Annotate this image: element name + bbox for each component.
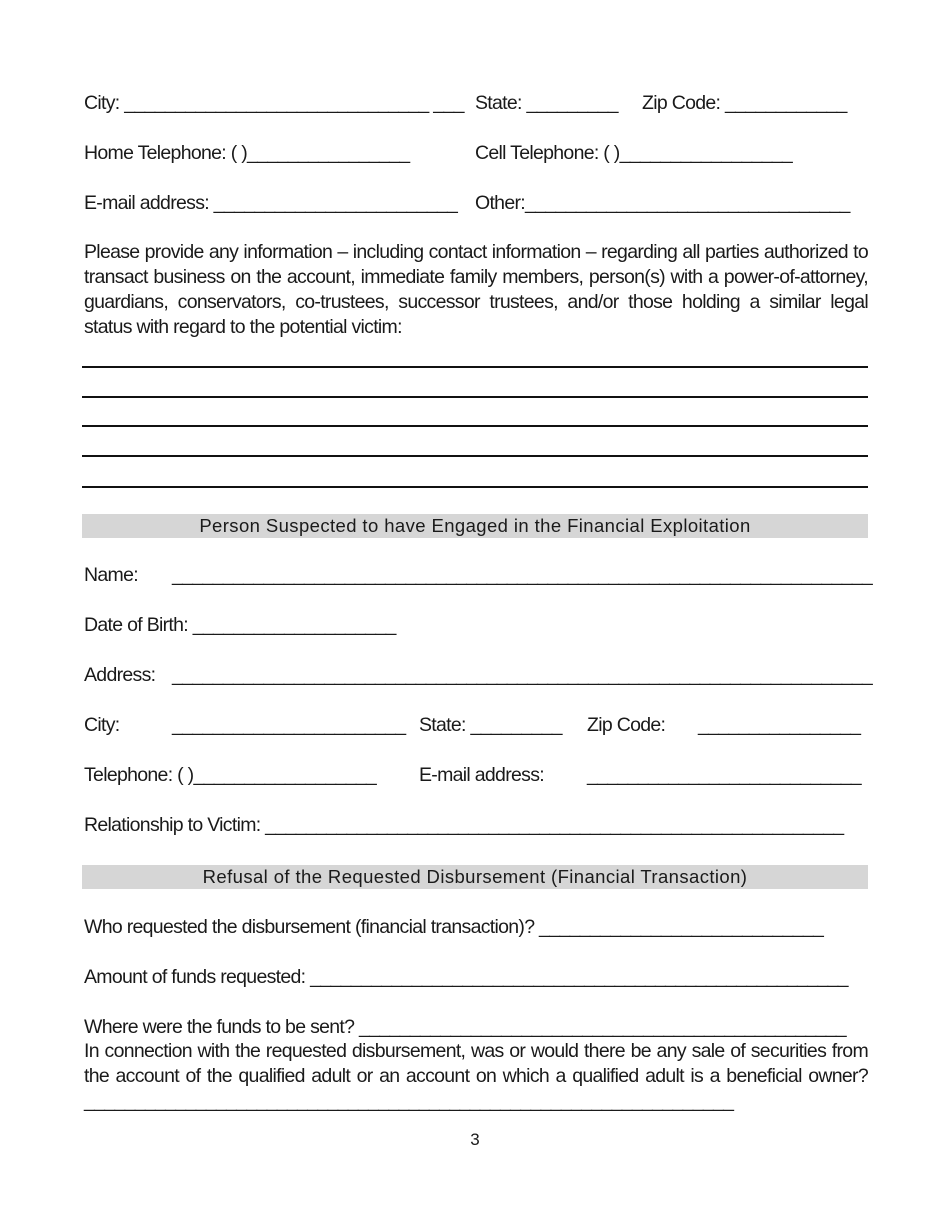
state-field[interactable]: State: _________ bbox=[475, 92, 618, 114]
cell-telephone-field[interactable]: Cell Telephone: ( )_________________ bbox=[475, 142, 793, 164]
suspect-address-field[interactable]: _____________________________________________________________________ bbox=[172, 664, 873, 686]
suspect-name-label: Name: bbox=[84, 564, 138, 586]
suspect-email-field[interactable]: ___________________________ bbox=[587, 764, 861, 786]
refusal-section-heading: Refusal of the Requested Disbursement (Financial Transaction) bbox=[82, 865, 868, 889]
answer-line[interactable] bbox=[82, 486, 868, 488]
parties-instructions: Please provide any information – including contact information – regarding all parties authorized to transact business on the account, immediate family members, person(s) with a power-of-attorney, guardians, conservators, co-trustees, successor trustees, and/or those holding a similar legal status with regard to the potential victim: bbox=[84, 241, 868, 338]
suspect-zip-field[interactable]: ________________ bbox=[698, 714, 861, 736]
home-telephone-field[interactable]: Home Telephone: ( )________________ bbox=[84, 142, 410, 164]
suspect-dob-field[interactable]: Date of Birth: ____________________ bbox=[84, 614, 396, 636]
suspect-city-field[interactable]: _______________________ bbox=[172, 714, 406, 736]
answer-line[interactable] bbox=[82, 366, 868, 368]
suspect-section-heading: Person Suspected to have Engaged in the Financial Exploitation bbox=[82, 514, 868, 538]
suspect-name-field[interactable]: _____________________________________________________________________ bbox=[172, 564, 873, 586]
answer-line[interactable] bbox=[82, 455, 868, 457]
email-field[interactable]: E-mail address: ________________________ bbox=[84, 192, 458, 214]
suspect-zip-label: Zip Code: bbox=[587, 714, 666, 736]
city-field[interactable]: City: ______________________________ ___ bbox=[84, 92, 464, 114]
funds-destination-field[interactable]: Where were the funds to be sent? ________________________________________________ bbox=[84, 1016, 846, 1038]
suspect-email-label: E-mail address: bbox=[419, 764, 544, 786]
amount-requested-field[interactable]: Amount of funds requested: _____________________________________________________ bbox=[84, 966, 848, 988]
who-requested-field[interactable]: Who requested the disbursement (financial transaction)? ____________________________ bbox=[84, 916, 824, 938]
answer-line[interactable] bbox=[82, 396, 868, 398]
suspect-address-label: Address: bbox=[84, 664, 156, 686]
suspect-telephone-field[interactable]: Telephone: ( )__________________ bbox=[84, 764, 377, 786]
page-number: 3 bbox=[470, 1130, 480, 1149]
securities-question[interactable]: In connection with the requested disbursement, was or would there be any sale of securities from the account of the qualified adult or an account on which a qualified adult is a beneficial owner? ________________________________________________________________ bbox=[84, 1040, 868, 1112]
other-field[interactable]: Other:________________________________ bbox=[475, 192, 850, 214]
zip-code-field[interactable]: Zip Code: ____________ bbox=[642, 92, 847, 114]
answer-line[interactable] bbox=[82, 425, 868, 427]
suspect-city-label: City: bbox=[84, 714, 120, 736]
suspect-relationship-field[interactable]: Relationship to Victim: _________________________________________________________ bbox=[84, 814, 844, 836]
suspect-state-field[interactable]: State: _________ bbox=[419, 714, 562, 736]
